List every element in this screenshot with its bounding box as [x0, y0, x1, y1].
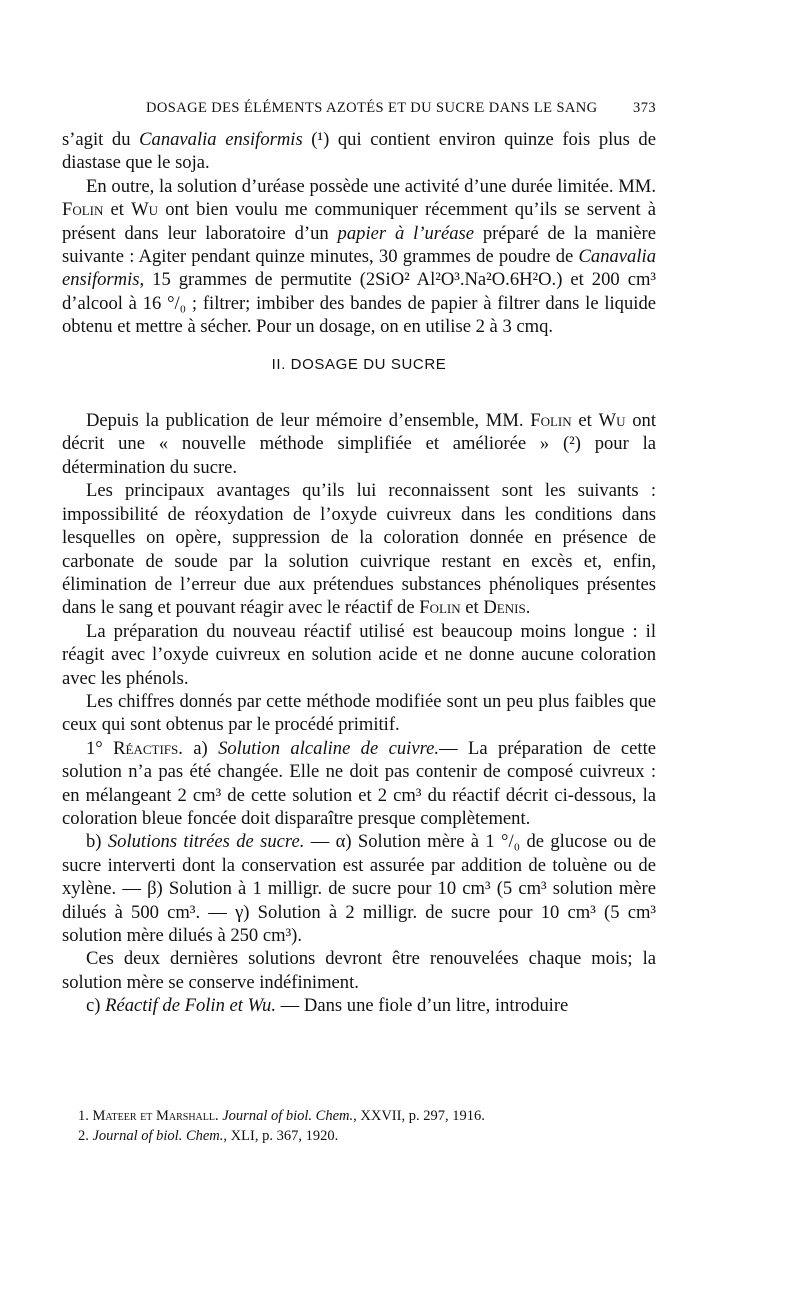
- text-run: b): [86, 831, 108, 853]
- paragraph: [62, 128, 656, 175]
- text-run: — α) Solution mère à 1 °/₀ de glucose ou de sucre interverti dont la conservation est assurée par addition de toluène ou de xylène. — β) Solution à 1 milligr. de sucre pour 10 cm³ (5 cm³ solution mère dilués à 500 cm³. — γ) Solution à 2 milligr. de sucre pour 10 cm³ (5 cm³ solution mère dilués à 250 cm³).: [62, 831, 656, 946]
- text-run: c): [86, 995, 106, 1017]
- author-name: Folin: [530, 410, 572, 432]
- italic-text: papier à l’uréase: [337, 222, 475, 244]
- text-run: — Dans une fiole d’un litre, introduire: [276, 995, 569, 1017]
- text-run: et: [460, 597, 484, 619]
- footnote: [62, 1126, 656, 1146]
- paragraph: La préparation du nouveau réactif utilisé est beaucoup moins longue : il réagit avec l’oxyde cuivreux en solution acide et ne donne aucune coloration avec les phénols.: [62, 620, 656, 689]
- paragraph: [62, 830, 656, 947]
- text-run: .: [214, 1108, 223, 1124]
- paragraph: [62, 479, 656, 619]
- text-run: 1°: [86, 737, 114, 759]
- section-title: II. DOSAGE DU SUCRE: [271, 355, 447, 373]
- paragraph: Les chiffres donnés par cette méthode modifiée sont un peu plus faibles que ceux qui sont obtenus par le procédé primitif.: [62, 690, 656, 736]
- text-run: ont bien voulu me communiquer récemment qu’ils se servent à présent dans leur laboratoire d’un: [62, 199, 657, 244]
- journal-name: Journal of biol. Chem.: [92, 1128, 224, 1144]
- footnotes: [62, 1106, 656, 1146]
- page-header: [62, 100, 656, 122]
- italic-text: Solutions titrées de sucre.: [107, 831, 305, 853]
- body-text: [62, 128, 656, 1018]
- small-caps-text: Réactifs: [113, 737, 179, 759]
- footnote-number: 1.: [78, 1108, 93, 1124]
- italic-text: Réactif de Folin et Wu.: [105, 995, 277, 1017]
- italic-text: Canavalia ensiformis,: [62, 246, 656, 291]
- text-run: 15 grammes de permutite (2SiO² Al²O³.Na²O.6H²O.) et 200 cm³ d’alcool à 16 °/₀ ; filtrer; imbiber des bandes de papier à filtrer dans le liquide obtenu et mettre à sécher. Pour un dosage, on en utilise 2 à 3 cmq.: [62, 269, 656, 338]
- author-name: Wu: [598, 410, 626, 432]
- text-run: , XLI, p. 367, 1920.: [223, 1128, 339, 1144]
- paragraph: Ces deux dernières solutions devront être renouvelées chaque mois; la solution mère se conserve indéfiniment.: [62, 948, 656, 993]
- running-title: DOSAGE DES ÉLÉMENTS AZOTÉS ET DU SUCRE DANS LE SANG: [146, 100, 598, 116]
- author-name: Wu: [131, 199, 159, 221]
- text-run: ont décrit une « nouvelle méthode simplifiée et améliorée » (²) pour la détermination du sucre.: [62, 410, 656, 478]
- footnote-number: 2.: [78, 1128, 93, 1144]
- text-run: En outre, la solution d’uréase possède une activité d’une durée limitée. MM.: [86, 175, 656, 197]
- text-run: et: [103, 199, 132, 221]
- paragraph: [62, 994, 656, 1017]
- text-run: et: [571, 410, 599, 432]
- author-name: Denis: [483, 597, 526, 619]
- page-number: 373: [633, 100, 656, 116]
- text-run: préparé de la manière suivante : Agiter pendant quinze minutes, 30 grammes de poudre de: [62, 222, 656, 268]
- text-run: s’agit du: [62, 129, 140, 150]
- text-run: — La préparation de cette solution n’a pas été changée. Elle ne doit pas contenir de composé cuivreux : en mélangeant 2 cm³ de cette solution et 2 cm³ du réactif décrit ci-dessous, la coloration bleue foncée doit disparaître presque complètement.: [62, 737, 656, 829]
- text-run: . a): [178, 737, 219, 759]
- paragraph: [62, 737, 656, 831]
- paragraph: [62, 409, 656, 479]
- journal-name: Journal of biol. Chem.: [222, 1108, 354, 1124]
- paragraph: [62, 175, 656, 339]
- text-run: .: [525, 597, 531, 619]
- author-name: Mateer et Marshall: [92, 1108, 215, 1124]
- author-name: Folin: [419, 597, 461, 619]
- italic-text: Canavalia ensiformis: [139, 129, 303, 150]
- text-run: (¹) qui contient environ quinze fois plus de diastase que le soja.: [62, 129, 656, 174]
- text-run: Depuis la publication de leur mémoire d’ensemble, MM.: [86, 410, 531, 432]
- author-name: Folin: [62, 199, 104, 221]
- text-run: , XXVII, p. 297, 1916.: [353, 1108, 485, 1124]
- text-run: Les principaux avantages qu’ils lui reconnaissent sont les suivants : impossibilité de réoxydation de l’oxyde cuivreux dans les conditions dans lesquelles on opère, suppression de la coloration donnée en présence de carbonate de soude par la solution cuivrique restant en excès et, enfin, élimination de l’erreur due aux prétendues substances phénoliques présentes dans le sang et pouvant réagir avec le réactif de: [62, 480, 656, 619]
- italic-text: Solution alcaline de cuivre.: [218, 737, 440, 759]
- footnote: [62, 1106, 656, 1126]
